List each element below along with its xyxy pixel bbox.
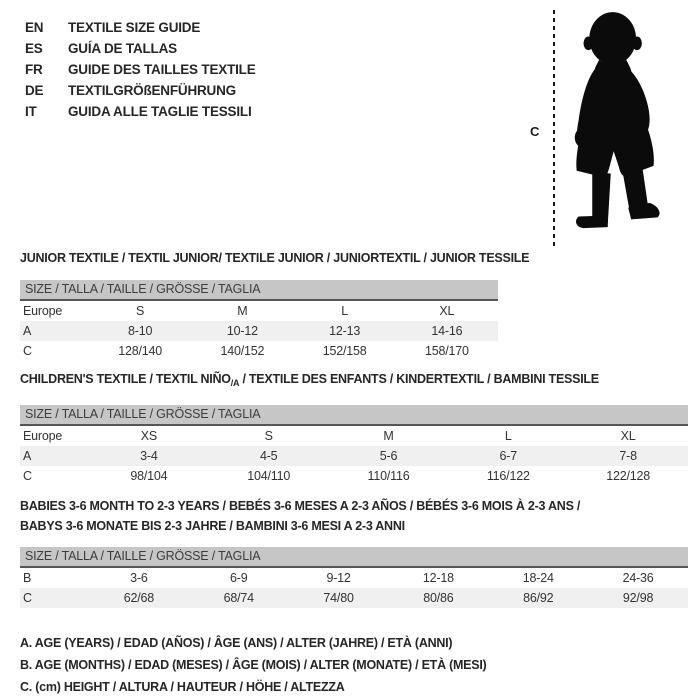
size-value-cell: 104/110 bbox=[247, 469, 291, 483]
row-label-cell: C bbox=[23, 469, 32, 483]
legend-line-b: B. AGE (MONTHS) / EDAD (MESES) / ÂGE (MOIS) / ALTER (MONATE) / ETÀ (MESI) bbox=[20, 658, 487, 672]
guide-title-en: TEXTILE SIZE GUIDE bbox=[68, 20, 201, 35]
title-line-1: BABIES 3-6 MONTH TO 2-3 YEARS / BEBÉS 3-6 MESES A 2-3 AÑOS / BÉBÉS 3-6 MOIS À 2-3 ANS / bbox=[20, 499, 581, 513]
babies-size-table bbox=[20, 568, 688, 608]
junior-size-table bbox=[20, 301, 498, 361]
size-value-cell: 158/170 bbox=[424, 344, 469, 358]
section-childrens-textile bbox=[20, 371, 688, 486]
size-value-cell: S bbox=[264, 429, 273, 443]
height-measure-label: C bbox=[530, 124, 540, 139]
table-row bbox=[20, 321, 498, 341]
size-value-cell: 3-6 bbox=[130, 571, 148, 585]
size-value-cell: 24-36 bbox=[622, 571, 654, 585]
legend-line-c: C. (cm) HEIGHT / ALTURA / HAUTEUR / HÖHE / ALTEZZA bbox=[20, 680, 345, 694]
table-row bbox=[20, 568, 688, 588]
size-value-cell: 92/98 bbox=[622, 591, 654, 605]
title-line-2: BABYS 3-6 MONATE BIS 2-3 JAHRE / BAMBINI 3-6 MESI A 2-3 ANNI bbox=[20, 519, 405, 533]
size-header-bar: SIZE / TALLA / TAILLE / GRÖSSE / TAGLIA bbox=[20, 547, 688, 568]
row-label-cell: C bbox=[23, 344, 32, 358]
size-value-cell: 62/68 bbox=[123, 591, 155, 605]
language-title-list bbox=[25, 17, 256, 122]
title-part: CHILDREN'S TEXTILE / TEXTIL NIÑO bbox=[20, 372, 231, 386]
size-value-cell: 18-24 bbox=[522, 571, 554, 585]
table-row bbox=[20, 588, 688, 608]
size-value-cell: M bbox=[237, 304, 248, 318]
section-title-junior: JUNIOR TEXTILE / TEXTIL JUNIOR/ TEXTILE JUNIOR / JUNIORTEXTIL / JUNIOR TESSILE bbox=[20, 251, 530, 265]
guide-title-fr: GUIDE DES TAILLES TEXTILE bbox=[68, 62, 256, 77]
row-label-cell: C bbox=[23, 591, 32, 605]
guide-title-es: GUÍA DE TALLAS bbox=[68, 41, 177, 56]
table-row bbox=[20, 466, 688, 486]
size-value-cell: 9-12 bbox=[326, 571, 351, 585]
language-row-de bbox=[25, 80, 256, 101]
size-value-cell: S bbox=[136, 304, 145, 318]
table-row bbox=[20, 341, 498, 361]
size-value-cell: 122/128 bbox=[606, 469, 650, 483]
legend-line-a: A. AGE (YEARS) / EDAD (AÑOS) / ÂGE (ANS) / ALTER (JAHRE) / ETÀ (ANNI) bbox=[20, 636, 453, 650]
size-value-cell: 140/152 bbox=[220, 344, 265, 358]
size-value-cell: 10-12 bbox=[226, 324, 258, 338]
size-value-cell: 110/116 bbox=[367, 469, 410, 483]
size-value-cell: L bbox=[341, 304, 348, 318]
size-header-bar: SIZE / TALLA / TAILLE / GRÖSSE / TAGLIA bbox=[20, 280, 498, 301]
title-subscript: /A bbox=[230, 378, 240, 388]
size-value-cell: 116/122 bbox=[486, 469, 530, 483]
size-value-cell: 4-5 bbox=[259, 449, 278, 463]
size-tables bbox=[20, 250, 688, 698]
size-header-bar: SIZE / TALLA / TAILLE / GRÖSSE / TAGLIA bbox=[20, 405, 688, 426]
language-code: DE bbox=[25, 83, 44, 98]
size-value-cell: 98/104 bbox=[130, 469, 168, 483]
size-value-cell: 8-10 bbox=[128, 324, 153, 338]
size-value-cell: L bbox=[504, 429, 512, 443]
section-title-babies bbox=[20, 496, 688, 536]
measure-legend bbox=[20, 632, 688, 698]
table-row bbox=[20, 426, 688, 446]
size-value-cell: 128/140 bbox=[118, 344, 163, 358]
size-value-cell: 6-7 bbox=[499, 449, 518, 463]
row-label-cell: B bbox=[23, 571, 32, 585]
size-value-cell: XL bbox=[439, 304, 455, 318]
size-value-cell: 86/92 bbox=[523, 591, 554, 605]
language-code: EN bbox=[25, 20, 44, 35]
language-code: ES bbox=[25, 41, 43, 56]
guide-title-it: GUIDA ALLE TAGLIE TESSILI bbox=[68, 104, 252, 119]
height-measure-line bbox=[553, 10, 555, 246]
size-value-cell: XL bbox=[620, 429, 636, 443]
size-value-cell: XS bbox=[140, 429, 158, 443]
guide-title-de: TEXTILGRÖßENFÜHRUNG bbox=[68, 83, 236, 98]
language-code: IT bbox=[25, 104, 37, 119]
size-value-cell: 152/158 bbox=[322, 344, 367, 358]
toddler-silhouette-icon bbox=[566, 11, 673, 240]
language-code: FR bbox=[25, 62, 43, 77]
section-babies-textile bbox=[20, 496, 688, 608]
row-label-cell: A bbox=[23, 449, 32, 463]
language-row-it bbox=[25, 101, 256, 122]
size-value-cell: 74/80 bbox=[323, 591, 354, 605]
size-value-cell: 3-4 bbox=[140, 449, 158, 463]
section-title-children bbox=[20, 371, 688, 391]
language-row-en bbox=[25, 17, 256, 38]
language-row-fr bbox=[25, 59, 256, 80]
size-value-cell: 14-16 bbox=[431, 324, 463, 338]
size-value-cell: 12-18 bbox=[422, 571, 454, 585]
row-label-cell: A bbox=[23, 324, 32, 338]
title-part: / TEXTILE DES ENFANTS / KINDERTEXTIL / BAMBINI TESSILE bbox=[239, 372, 599, 386]
size-value-cell: 6-9 bbox=[230, 571, 248, 585]
size-value-cell: 80/86 bbox=[423, 591, 454, 605]
size-value-cell: M bbox=[383, 429, 394, 443]
language-row-es bbox=[25, 38, 256, 59]
table-row bbox=[20, 301, 498, 321]
section-junior-textile bbox=[20, 250, 688, 361]
size-value-cell: 5-6 bbox=[379, 449, 398, 463]
row-label-cell: Europe bbox=[23, 429, 63, 443]
size-value-cell: 7-8 bbox=[619, 449, 637, 463]
children-size-table bbox=[20, 426, 688, 486]
size-value-cell: 68/74 bbox=[223, 591, 254, 605]
table-row bbox=[20, 446, 688, 466]
row-label-cell: Europe bbox=[23, 304, 63, 318]
size-value-cell: 12-13 bbox=[329, 324, 361, 338]
